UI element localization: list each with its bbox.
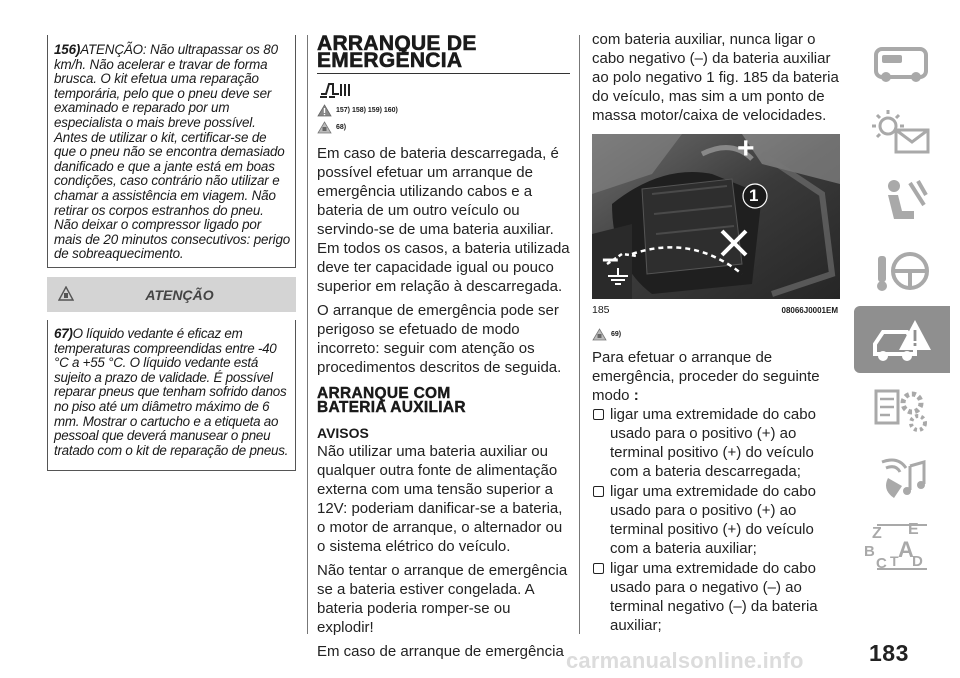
avisos-heading: AVISOS <box>317 425 369 441</box>
index-letter: D <box>912 553 923 570</box>
sidebar-item-starting[interactable] <box>854 237 950 304</box>
index-letter: E <box>908 521 919 538</box>
note-156-text: ATENÇÃO: Não ultrapassar os 80 km/h. Não acelerar e travar de forma brusca. O kit efetua uma reparação temporária, pelo que o pneu deve ser examinado e reparado por um especialista o mais breve possível. Antes de utilizar o kit, certificar-se de que o pneu não se encontra demasiado danificado e que a jante está em boas condições, caso contrário não utilizar e chamar a assistência em viagem. Não retirar os corpos estranhos do pneu. Não deixar o compressor ligado por mais de 20 minutos consecutivos: perigo de sobreaquecimento. <box>54 42 291 262</box>
note-67-text: O líquido vedante é eficaz em temperaturas compreendidas entre -40 °C a +55 °C. O líquido vedante está sujeito a prazo de validade. É possível reparar pneus que tenham sofrido danos no piso até um diâmetro máximo de 6 mm. Mostrar o cartucho e a etiqueta ao pessoal que deverá manusear o pneu tratado com o kit de reparação de pneus. <box>54 326 289 458</box>
note-156-number: 156) <box>54 42 81 57</box>
note-67-number: 67) <box>54 326 73 341</box>
note-156 <box>54 43 291 262</box>
sidebar-item-maintenance[interactable] <box>854 375 950 442</box>
list-item: ligar uma extremidade do cabo usado para o negativo (–) ao terminal negativo (–) da bateria auxiliar; <box>592 559 842 635</box>
attention-refs: 68) <box>317 119 570 136</box>
left-column <box>47 35 296 471</box>
index-letter: Z <box>872 525 882 542</box>
callout-1-label: 1 <box>749 186 759 205</box>
watermark: carmanualsonline.info <box>566 648 804 673</box>
sidebar-item-emergency[interactable] <box>854 306 950 373</box>
pipe-emblem-icon <box>317 80 570 102</box>
car-emergency-icon <box>869 314 935 366</box>
checkbox-square-icon <box>593 486 604 497</box>
checkbox-square-icon <box>593 409 604 420</box>
procedure-intro: Para efetuar o arranque de emergência, proceder do seguinte modo : <box>592 349 820 404</box>
title-rule <box>317 73 570 74</box>
plus-sign: + <box>737 134 755 165</box>
note-156-box <box>47 35 296 268</box>
index-letter: B <box>864 543 875 560</box>
figure-number: 185 <box>592 304 610 316</box>
note-67-box <box>47 320 296 471</box>
note-67 <box>54 327 293 458</box>
index-letter: T <box>890 553 899 569</box>
airbag-seat-icon <box>874 177 930 227</box>
attention-header <box>47 277 296 312</box>
sidebar-item-index[interactable] <box>854 513 950 580</box>
right-column <box>592 30 842 635</box>
list-item: ligar uma extremidade do cabo usado para o positivo (+) ao terminal positivo (+) do veículo com a bateria auxiliar; <box>592 482 842 558</box>
column-divider-2 <box>579 35 580 634</box>
paragraph-5: Em caso de arranque de emergência <box>317 643 564 660</box>
sidebar-item-multimedia[interactable] <box>854 444 950 511</box>
figure-caption <box>592 304 842 316</box>
paragraph-2: O arranque de emergência pode ser perigoso se efetuado de modo incorreto: seguir com atenção os procedimentos descritos de seguida. <box>317 302 562 376</box>
key-steering-icon <box>872 246 932 296</box>
car-dashboard-icon <box>872 41 932 87</box>
attention-refs-2: 69) <box>592 326 842 343</box>
subsection-title: ARRANQUE COM BATERIA AUXILIAR <box>317 385 466 416</box>
sidebar-item-dashboard[interactable] <box>854 30 950 97</box>
index-letter: C <box>876 555 887 572</box>
warning-lights-icon <box>870 108 934 158</box>
attention-title: ATENÇÃO <box>145 287 214 303</box>
sidebar-item-safety[interactable] <box>854 168 950 235</box>
warning-triangle-icon <box>317 104 332 117</box>
sidebar-item-warnings[interactable] <box>854 99 950 166</box>
warning-refs: 157) 158) 159) 160) <box>317 102 570 119</box>
paragraph-1: Em caso de bateria descarregada, é possível efetuar um arranque de emergência utilizando cabos e a bateria de um outro veículo ou servindo-se de uma bateria auxiliar. Em todos os casos, a bateria utilizada deve ter capacidade igual ou pouco superior em relação à descarregada. <box>317 145 570 295</box>
paragraph-3: Não utilizar uma bateria auxiliar ou qualquer outra fonte de alimentação externa com uma tensão superior a 12V: poderiam danificar-se a bateria, o motor de arranque, o alternador ou o sistema elétrico do veículo. <box>317 443 563 555</box>
page-number: 183 <box>869 640 909 666</box>
maintenance-gears-icon <box>872 383 932 435</box>
index-letter: A <box>898 537 914 562</box>
chapter-sidebar <box>854 30 954 582</box>
multimedia-icon <box>872 452 932 504</box>
figure-code: 08066J0001EM <box>781 305 838 315</box>
attention-hand-icon <box>592 328 607 341</box>
paragraph-top: com bateria auxiliar, nunca ligar o cabo negativo (–) da bateria auxiliar ao polo negativo 1 fig. 185 da bateria do veículo, mas sim a um ponto de massa motor/caixa de velocidades. <box>592 31 839 124</box>
column-divider-1 <box>307 35 308 634</box>
list-item: ligar uma extremidade do cabo usado para o positivo (+) ao terminal positivo (+) do veículo com a bateria descarregada; <box>592 405 842 481</box>
section-title: ARRANQUE DE EMERGÊNCIA <box>317 32 477 72</box>
checkbox-square-icon <box>593 563 604 574</box>
minus-sign: – <box>602 242 619 275</box>
engine-bay-illustration <box>592 134 840 299</box>
middle-column <box>317 32 570 661</box>
attention-hand-icon <box>317 121 332 134</box>
figure-185-photo <box>592 134 840 299</box>
paragraph-4: Não tentar o arranque de emergência se a bateria estiver congelada. A bateria poderia romper-se ou explodir! <box>317 562 568 636</box>
